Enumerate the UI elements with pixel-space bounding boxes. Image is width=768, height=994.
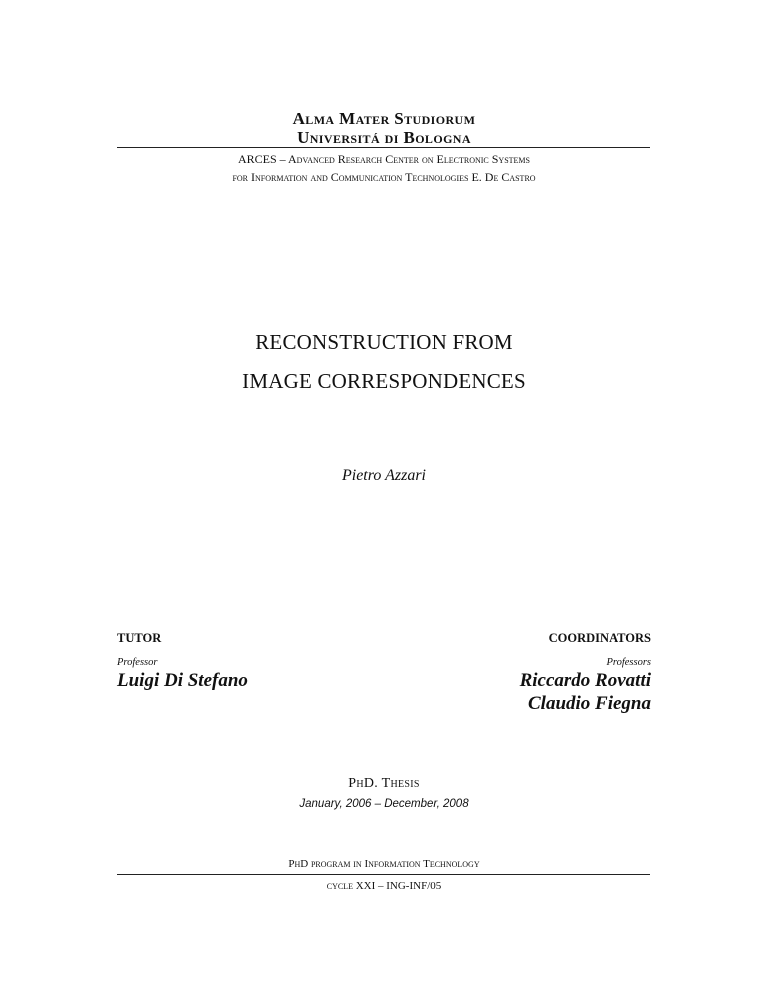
coordinators-block: [520, 631, 651, 715]
coordinators-role: Professors: [606, 657, 651, 668]
tutor-role: Professor: [117, 657, 158, 668]
header-rule: [117, 147, 650, 148]
tutor-name: Luigi Di Stefano: [117, 670, 248, 691]
footer-rule: [117, 874, 650, 875]
phd-program: PhD program in Information Technology: [288, 858, 480, 870]
research-center-line1: ARCES – Advanced Research Center on Electronic Systems: [238, 152, 530, 166]
research-center-line2: for Information and Communication Technologies E. De Castro: [232, 170, 536, 184]
university-name-line1: Alma Mater Studiorum: [292, 109, 476, 128]
thesis-type: PhD. Thesis: [348, 776, 420, 791]
thesis-title-line1: RECONSTRUCTION FROM: [255, 330, 513, 354]
coordinator-name: Riccardo Rovatti: [519, 670, 651, 691]
tutor-label: TUTOR: [117, 631, 162, 645]
coordinator-name: Claudio Fiegna: [528, 693, 651, 714]
thesis-period: January, 2006 – December, 2008: [299, 798, 469, 810]
phd-cycle: cycle XXI – ING-INF/05: [326, 880, 442, 892]
author-name: Pietro Azzari: [341, 467, 426, 484]
coordinators-label: COORDINATORS: [548, 631, 651, 645]
university-name-line2: Universitá di Bologna: [297, 128, 471, 147]
thesis-title-line2: IMAGE CORRESPONDENCES: [242, 369, 526, 393]
tutor-block: [117, 631, 248, 692]
